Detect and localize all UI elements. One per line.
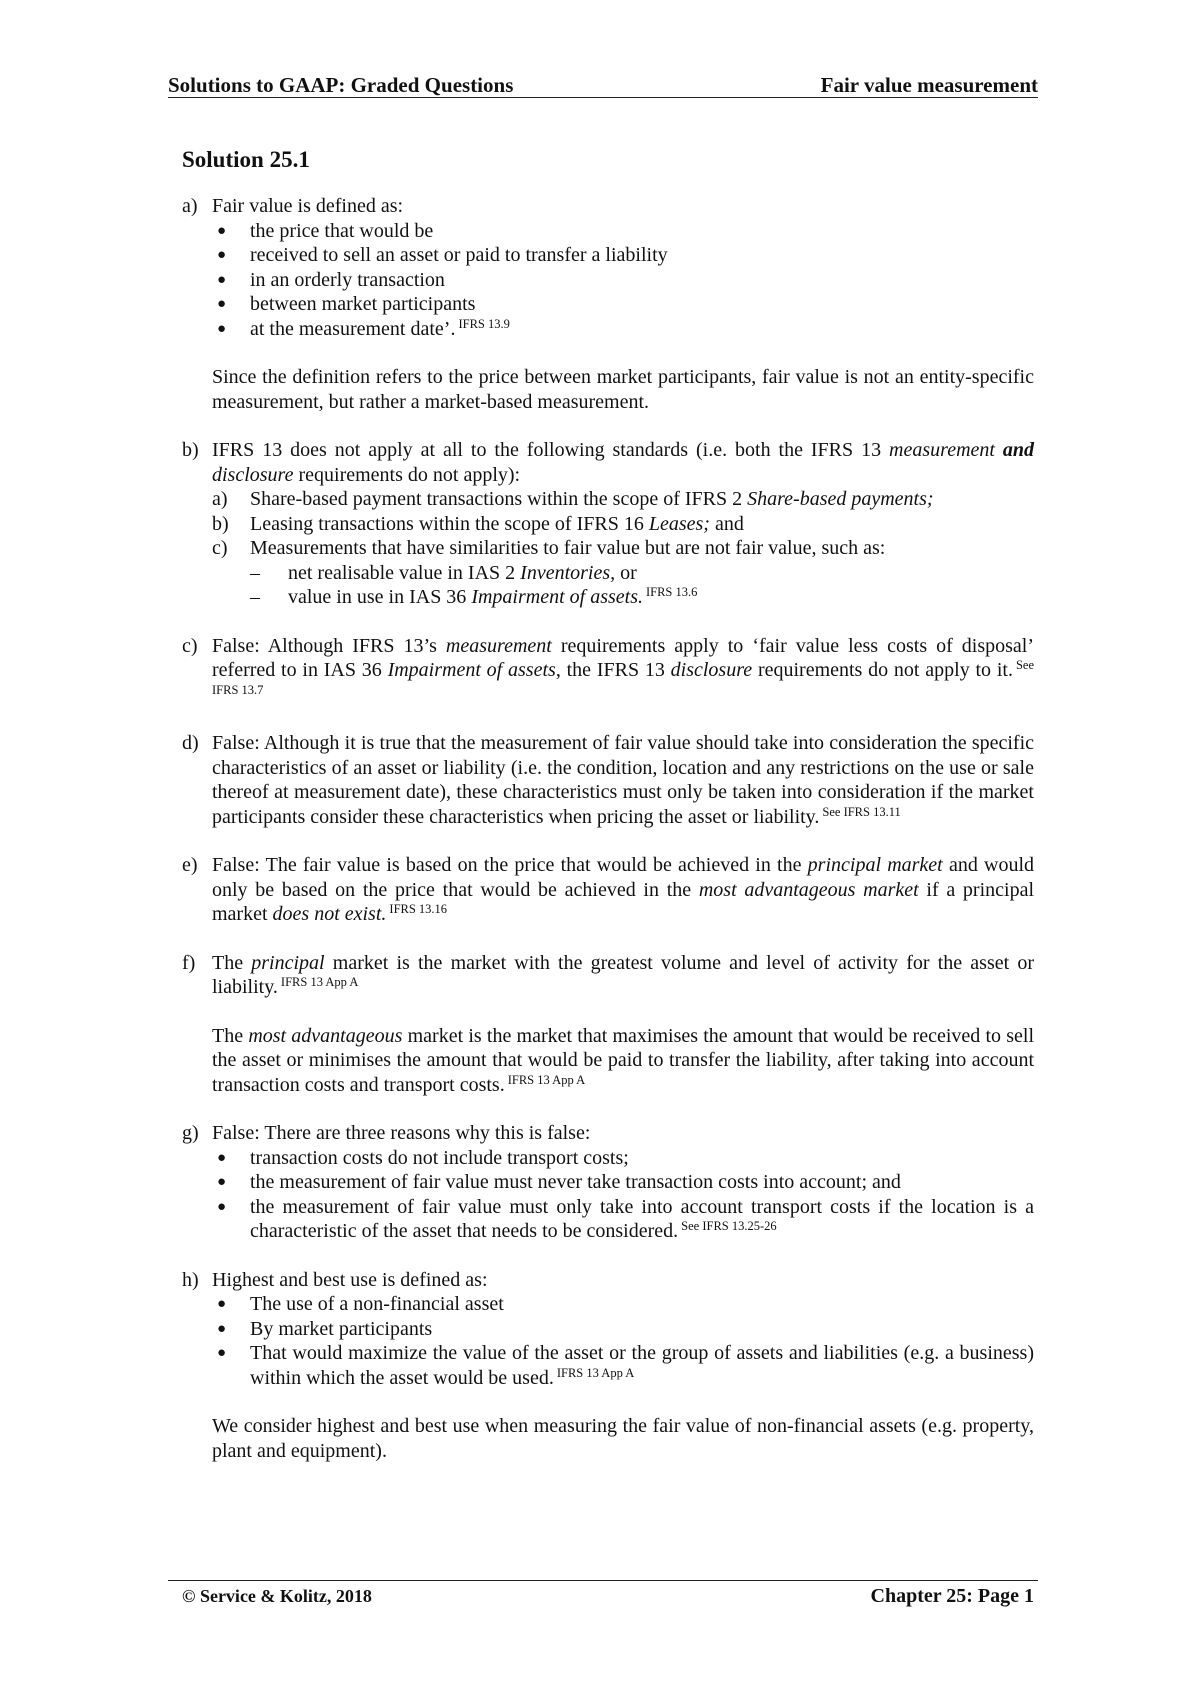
answer-f-most-advantageous: The most advantageous market is the market that maximises the amount that would be received to sell the asset or minimises the amount that would be paid to transfer the liability, after taking into account transaction costs and transport costs. $^{IFRS 13 App A}$	[212, 1024, 1035, 1096]
page-number: Chapter 25: Page 1	[870, 1585, 1034, 1607]
bullet-icon: ●	[217, 271, 227, 288]
answer-a-paragraph: Since the definition refers to the price between market participants, fair value is not an entity-specific measurement, but rather a market-based measurement.	[212, 366, 1034, 413]
list-item: ● the measurement of fair value must never take transaction costs into account; and	[217, 1171, 901, 1193]
definition-list	[212, 219, 1034, 342]
similar-measures-list	[250, 561, 1034, 610]
bullet-icon: ●	[217, 222, 227, 239]
header-book-title: Solutions to GAAP: Graded Questions	[168, 73, 514, 97]
bullet-icon: ●	[217, 1296, 227, 1312]
list-item: – net realisable value in IAS 2 Inventories, or	[250, 561, 637, 584]
answer-c-text: False: Although IFRS 13’s measurement requirements apply to ‘fair value less costs of disposal’ referred to in IAS 36 Impairment of assets, the IFRS 13 disclosure requirements do not apply to it. $^{See IFRS 13.7}$	[212, 634, 1035, 697]
answer-f	[182, 951, 1034, 1098]
list-item: b) Leasing transactions within the scope of IFRS 16 Leases; and	[212, 512, 744, 535]
bullet-icon: ●	[217, 1345, 227, 1361]
reference: IFRS 13.9	[458, 316, 510, 331]
list-item: ● at the measurement date’. $^{IFRS 13.9}$	[217, 316, 510, 340]
bullet-icon: ●	[217, 296, 227, 312]
reference: IFRS 13.6	[645, 585, 698, 599]
answer-h	[182, 1268, 1034, 1464]
answer-label: g)	[182, 1122, 199, 1144]
answer-b	[182, 438, 1034, 610]
reference: See IFRS 13.25-26	[681, 1219, 777, 1233]
answer-a	[182, 194, 1034, 414]
header-chapter-title: Fair value measurement	[820, 73, 1038, 97]
standards-list	[212, 487, 1034, 610]
answer-e-text: False: The fair value is based on the price that would be achieved in the principal market and would only be based on the price that would be achieved in the most advantageous market if a principal market does not exist. $^{IFRS 13.16}$	[212, 854, 1035, 925]
answer-d-text: False: Although it is true that the measurement of fair value should take into consideration the specific characteristics of an asset or liability (i.e. the condition, location and any restrictions on the use or sale thereof at measurement date), these characteristics must only be taken into consideration if the market participants consider these characteristics when pricing the asset or liability. $^{See IFRS 13.11}$	[212, 732, 1034, 828]
list-item: a) Share-based payment transactions within the scope of IFRS 2 Share-based payments;	[212, 488, 934, 510]
list-item: c) Measurements that have similarities to fair value but are not fair value, such as: – net realisable value in IAS 2 Inventories, or – value in use in IAS 36 Impairment of assets. $^{IFRS 13.6}$	[212, 536, 1034, 610]
list-item: ● between market participants	[217, 293, 476, 315]
answer-label: d)	[182, 732, 199, 754]
answer-a-intro: Fair value is defined as:	[212, 195, 404, 217]
answer-label: b)	[182, 439, 199, 461]
list-item: – value in use in IAS 36 Impairment of assets. $^{IFRS 13.6}$	[250, 585, 698, 608]
list-item: ● received to sell an asset or paid to transfer a liability	[217, 244, 668, 266]
list-item: ● That would maximize the value of the asset or the group of assets and liabilities (e.g. a business) within which the asset would be used. $^{IFRS 13 App A}$	[217, 1342, 1034, 1389]
reference: IFRS 13 App A	[280, 975, 359, 989]
answer-label: e)	[182, 854, 198, 876]
answer-g	[182, 1121, 1034, 1244]
answer-label: h)	[182, 1268, 199, 1291]
page-footer	[182, 1584, 1034, 1609]
list-item: ● the price that would be	[217, 219, 434, 242]
reference: IFRS 13 App A	[556, 1365, 635, 1380]
answer-c	[182, 634, 1034, 708]
bullet-icon: ●	[217, 320, 227, 337]
list-item: ● By market participants	[217, 1317, 433, 1340]
reference: IFRS 13 App A	[507, 1072, 586, 1087]
list-item: ● transaction costs do not include transport costs;	[217, 1146, 629, 1169]
footer-rule	[168, 1580, 1038, 1581]
list-item: ● The use of a non-financial asset	[217, 1293, 504, 1315]
answer-h-paragraph: We consider highest and best use when measuring the fair value of non-financial assets (e.g. property, plant and equipment).	[212, 1415, 1034, 1462]
answer-label: c)	[182, 634, 198, 657]
header-rule	[168, 97, 1038, 98]
answer-g-intro: False: There are three reasons why this is false:	[212, 1122, 591, 1144]
solution-content	[182, 146, 1034, 1487]
reference: See IFRS 13.11	[822, 804, 901, 819]
hbu-list	[212, 1292, 1034, 1390]
reasons-list	[212, 1146, 1034, 1244]
page-header	[168, 72, 1038, 98]
bullet-icon: ●	[217, 247, 227, 263]
answer-b-intro: IFRS 13 does not apply at all to the following standards (i.e. both the IFRS 13 measurement and disclosure requirements do not apply):	[212, 439, 1035, 486]
answer-f-principal: The principal market is the market with the greatest volume and level of activity for the asset or liability. $^{IFRS 13 App A}$	[212, 951, 1035, 998]
reference: See IFRS 13.7	[212, 658, 1035, 697]
answer-e	[182, 853, 1034, 927]
solution-title: Solution 25.1	[182, 147, 310, 172]
bullet-icon: ●	[217, 1174, 227, 1190]
answer-label: a)	[182, 195, 198, 217]
answer-label: f)	[182, 951, 196, 974]
answer-h-intro: Highest and best use is defined as:	[212, 1268, 488, 1291]
list-item: ● in an orderly transaction	[217, 268, 445, 291]
bullet-icon: ●	[217, 1149, 227, 1166]
bullet-icon: ●	[217, 1320, 227, 1337]
bullet-icon: ●	[217, 1198, 227, 1215]
answer-d	[182, 731, 1034, 829]
list-item: ● the measurement of fair value must only take into account transport costs if the location is a characteristic of the asset that needs to be considered. $^{See IFRS 13.25-26}$	[217, 1195, 1034, 1242]
copyright: © Service & Kolitz, 2018	[182, 1586, 372, 1606]
reference: IFRS 13.16	[389, 902, 448, 916]
